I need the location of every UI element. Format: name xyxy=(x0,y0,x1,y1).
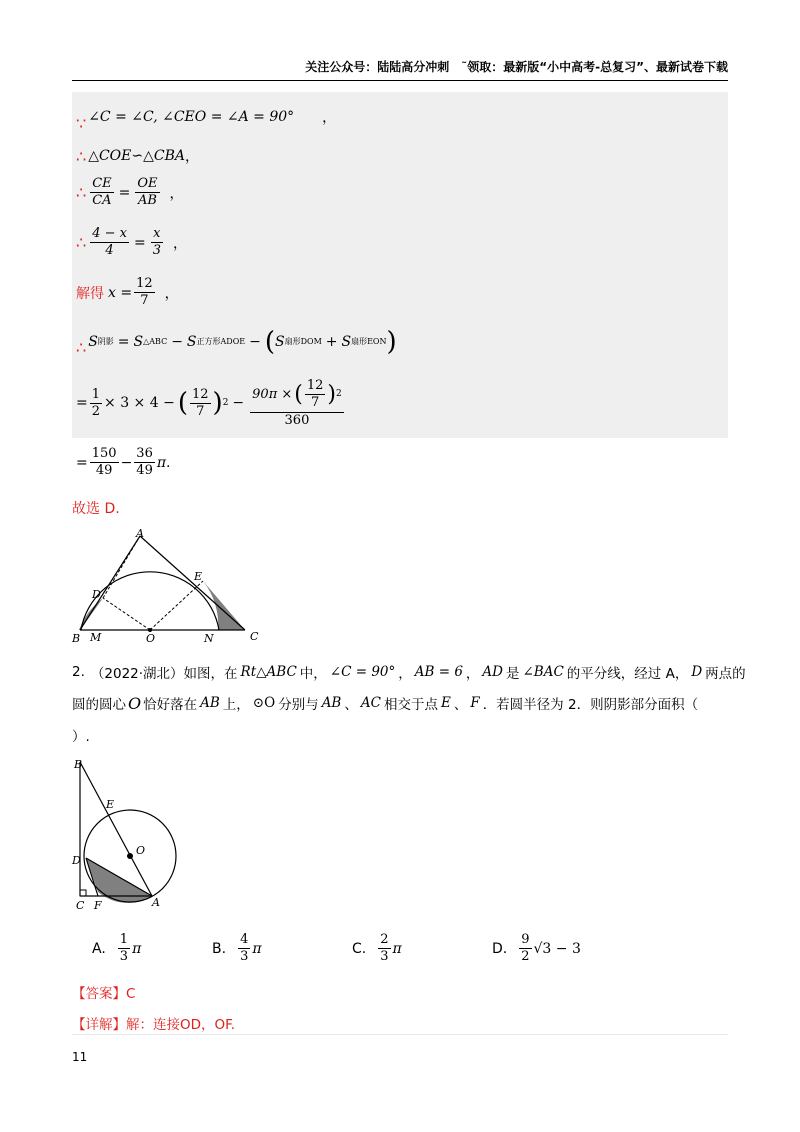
solve-label: 解得 xyxy=(76,285,104,302)
label-D: D xyxy=(92,588,101,601)
therefore-symbol: ∴ xyxy=(76,338,87,357)
question-number: 2. xyxy=(72,664,85,680)
choose-answer: 故选 D. xyxy=(72,501,120,517)
content-divider xyxy=(72,1034,728,1035)
page-number: 11 xyxy=(72,1050,88,1064)
comma: ， xyxy=(184,149,199,165)
solution-line-1 xyxy=(76,100,336,133)
label-C: C xyxy=(76,899,85,912)
solution-line-8: = $\frac{150}{49}$ − $\frac{36}{49}$ π . xyxy=(76,446,171,479)
shaded-region-right xyxy=(203,581,245,630)
question-2-line-1: 2. （2022·湖北）如图，在 Rt△ABC 中， ∠C = 90° ， AB = 6 ， AD 是 ∠BAC 的平分线，经过 A， D 两点的 xyxy=(72,664,746,682)
therefore-symbol: ∴ xyxy=(76,233,87,253)
therefore-symbol: ∴ xyxy=(76,183,87,203)
solution-line-7: = $\frac{1}{2}$ × 3 × 4 − ( $\frac{12}{7}$ ) 2 − 90π × ( $\frac{12}{7}$ ) 2 360 xyxy=(76,378,342,428)
option-c[interactable]: C. $\frac{2}{3}$ π xyxy=(352,932,402,965)
header-divider xyxy=(72,80,728,81)
label-N: N xyxy=(204,632,214,645)
solution-line-4: ∴ $\frac{4 - x}{4}$ = $\frac{x}{3}$ ， xyxy=(76,226,187,259)
answer-line xyxy=(72,982,135,1002)
label-F: F xyxy=(94,899,102,912)
center-point xyxy=(127,853,133,859)
label-E: E xyxy=(106,798,115,811)
detail-line xyxy=(72,1013,235,1033)
solution-line-6: ∴ S 阴影 = S △ABC − S 正方形ADOE − ( S 扇形DOM + S 扇形EON ) xyxy=(76,326,397,357)
question-2-line-3: ）. xyxy=(72,729,90,745)
fraction: $\frac{36}{49}$ xyxy=(136,446,153,479)
detail-tag: 【详解】 xyxy=(72,1017,126,1033)
fraction: $\frac{12}{7}$ xyxy=(136,276,153,309)
answer-tag: 【答案】 xyxy=(72,986,126,1002)
label-C: C xyxy=(250,630,259,643)
label-B: B xyxy=(74,758,83,771)
figure-triangle-semicircle xyxy=(70,528,270,646)
option-b[interactable]: B. $\frac{4}{3}$ π xyxy=(212,932,262,965)
option-d[interactable]: D. $\frac{9}{2}$ √3 − 3 xyxy=(492,932,581,965)
figure-right-triangle-circle xyxy=(70,756,190,914)
fraction: $\frac{x}{3}$ xyxy=(152,226,161,259)
solution-line-5: 解得 x = $\frac{12}{7}$ ， xyxy=(76,276,179,309)
fraction: $\frac{CE}{CA}$ xyxy=(92,176,112,209)
label-B: B xyxy=(72,632,81,645)
sector-fraction: 90π × ( $\frac{12}{7}$ ) 2 360 xyxy=(252,378,342,428)
fraction: $\frac{4 - x}{4}$ xyxy=(92,226,127,259)
fraction: $\frac{12}{7}$ xyxy=(191,386,209,419)
detail-text: 解：连接OD，OF. xyxy=(126,1017,236,1033)
question-2-line-2: 圆的圆心 O 恰好落在 AB 上， ⊙O 分别与 AB 、 AC 相交于点 E 、 F ．若圆半径为 2．则阴影部分面积（ xyxy=(72,693,699,713)
label-M: M xyxy=(90,631,102,644)
label-O: O xyxy=(136,844,146,857)
similar-triangles: △COE∽△CBA xyxy=(88,148,185,164)
solution-line-2 xyxy=(76,146,199,166)
answer-value: C xyxy=(126,986,136,1002)
label-A: A xyxy=(152,896,160,909)
comma: ， xyxy=(322,109,337,126)
fraction: $\frac{OE}{AB}$ xyxy=(137,176,158,209)
because-symbol: ∵ xyxy=(76,114,87,133)
label-A: A xyxy=(136,528,144,540)
page-header: 关注公众号：陆陆高分冲刺 ˜领取：最新版“小中高考-总复习”、最新试卷下载 xyxy=(305,60,728,74)
fraction: $\frac{150}{49}$ xyxy=(91,446,117,479)
therefore-symbol: ∴ xyxy=(76,146,87,166)
option-a[interactable]: A. $\frac{1}{3}$ π xyxy=(92,932,142,965)
label-D: D xyxy=(72,854,81,867)
label-O: O xyxy=(146,632,156,645)
label-E: E xyxy=(194,570,203,583)
angle-equation: ∠C = ∠C, ∠CEO = ∠A = 90° xyxy=(88,108,295,125)
solution-line-3: ∴ $\frac{CE}{CA}$ = $\frac{OE}{AB}$ ， xyxy=(76,176,184,209)
fraction: $\frac{1}{2}$ xyxy=(91,386,101,419)
